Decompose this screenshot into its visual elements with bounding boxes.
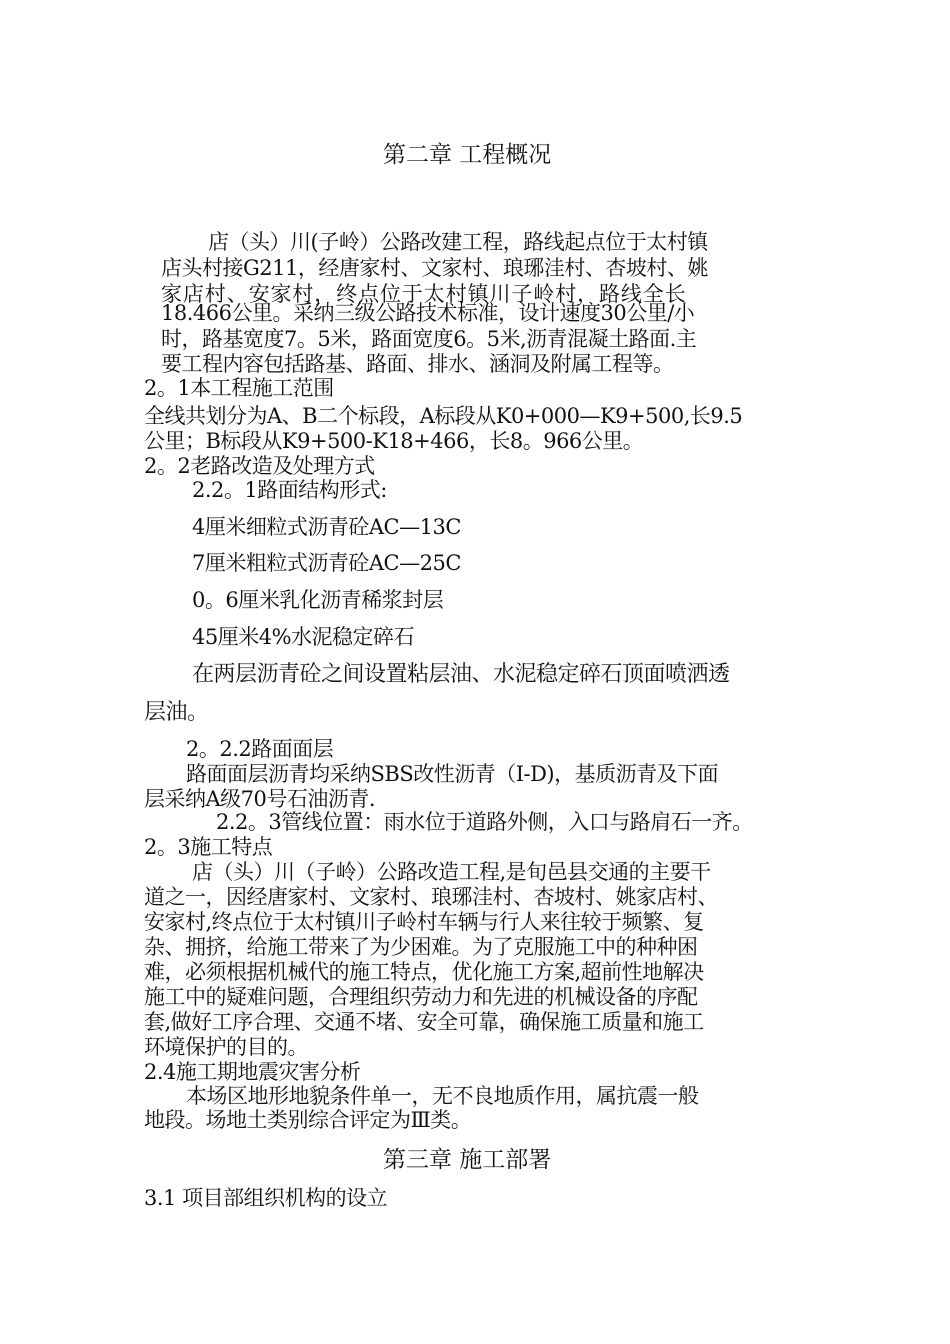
section-heading: 3.1 项目部组织机构的设立 <box>144 1186 388 1210</box>
subsection-heading: 2。2.2路面面层 <box>186 737 334 761</box>
paragraph-line: 公里；B标段从K9+500-K18+466，长8。966公里。 <box>144 429 644 453</box>
paragraph-line: 路面面层沥青均采纳SBS改性沥青（I-D)，基质沥青及下面 <box>186 762 719 786</box>
paragraph-line: 套,做好工序合理、交通不堵、安全可靠，确保施工质量和施工 <box>144 1010 704 1034</box>
paragraph-line: 店（头）川（子岭）公路改造工程,是旬邑县交通的主要干 <box>192 860 711 884</box>
layer-item: 0。6厘米乳化沥青稀浆封层 <box>192 588 444 612</box>
section-heading: 2.4施工期地震灾害分析 <box>144 1060 361 1084</box>
section-heading: 2。3施工特点 <box>144 835 273 859</box>
paragraph-line: 难，必须根据机械代的施工特点，优化施工方案,超前性地解决 <box>144 960 704 984</box>
paragraph-line: 全线共划分为A、B二个标段，A标段从K0+000—K9+500,长9.5 <box>144 404 743 428</box>
intro-line: 18.466公里。采纳三级公路技术标准，设计速度30公里/小 <box>161 301 695 325</box>
subsection-heading: 2.2。3管线位置：雨水位于道路外侧，入口与路肩石一齐。 <box>216 810 753 834</box>
section-heading: 2。2老路改造及处理方式 <box>144 454 375 478</box>
chapter-title: 第三章 施工部署 <box>383 1147 552 1173</box>
paragraph-line: 安家村,终点位于太村镇川子岭村车辆与行人来往较于频繁、复 <box>144 910 704 934</box>
paragraph-line: 层油。 <box>144 700 209 725</box>
paragraph-line: 施工中的疑难问题，合理组织劳动力和先进的机械设备的序配 <box>144 985 698 1009</box>
chapter-title: 第二章 工程概况 <box>383 142 552 168</box>
paragraph-line: 环境保护的目的。 <box>144 1035 308 1059</box>
paragraph-line: 本场区地形地貌条件单一，无不良地质作用，属抗震一般 <box>186 1084 699 1108</box>
layer-item: 4厘米细粒式沥青砼AC—13C <box>192 515 461 539</box>
paragraph-line: 杂、拥挤，给施工带来了为少困难。为了克服施工中的种种困 <box>144 935 698 959</box>
subsection-heading: 2.2。1路面结构形式: <box>192 478 387 502</box>
paragraph-line: 层采纳A级70号石油沥青. <box>144 787 376 811</box>
intro-line: 要工程内容包括路基、路面、排水、涵洞及附属工程等。 <box>161 352 674 376</box>
layer-item: 45厘米4%水泥稳定碎石 <box>192 625 415 649</box>
intro-line: 店头村接G211，经唐家村、文家村、琅琊洼村、杏坡村、姚 <box>161 256 708 280</box>
intro-line: 时，路基宽度7。5米，路面宽度6。5米,沥青混凝土路面.主 <box>161 327 697 351</box>
section-heading: 2。1本工程施工范围 <box>144 376 334 400</box>
paragraph-line: 地段。场地土类别综合评定为Ⅲ类。 <box>144 1108 472 1132</box>
paragraph-line: 在两层沥青砼之间设置粘层油、水泥稳定碎石顶面喷洒透 <box>192 662 730 687</box>
intro-line: 家店村、安家村，终点位于太村镇川子岭村，路线全长 <box>161 282 687 306</box>
intro-line: 店（头）川(子岭）公路改建工程，路线起点位于太村镇 <box>208 230 708 254</box>
paragraph-line: 道之一，因经唐家村、文家村、琅琊洼村、杏坡村、姚家店村、 <box>144 885 718 909</box>
layer-item: 7厘米粗粒式沥青砼AC—25C <box>192 551 461 575</box>
